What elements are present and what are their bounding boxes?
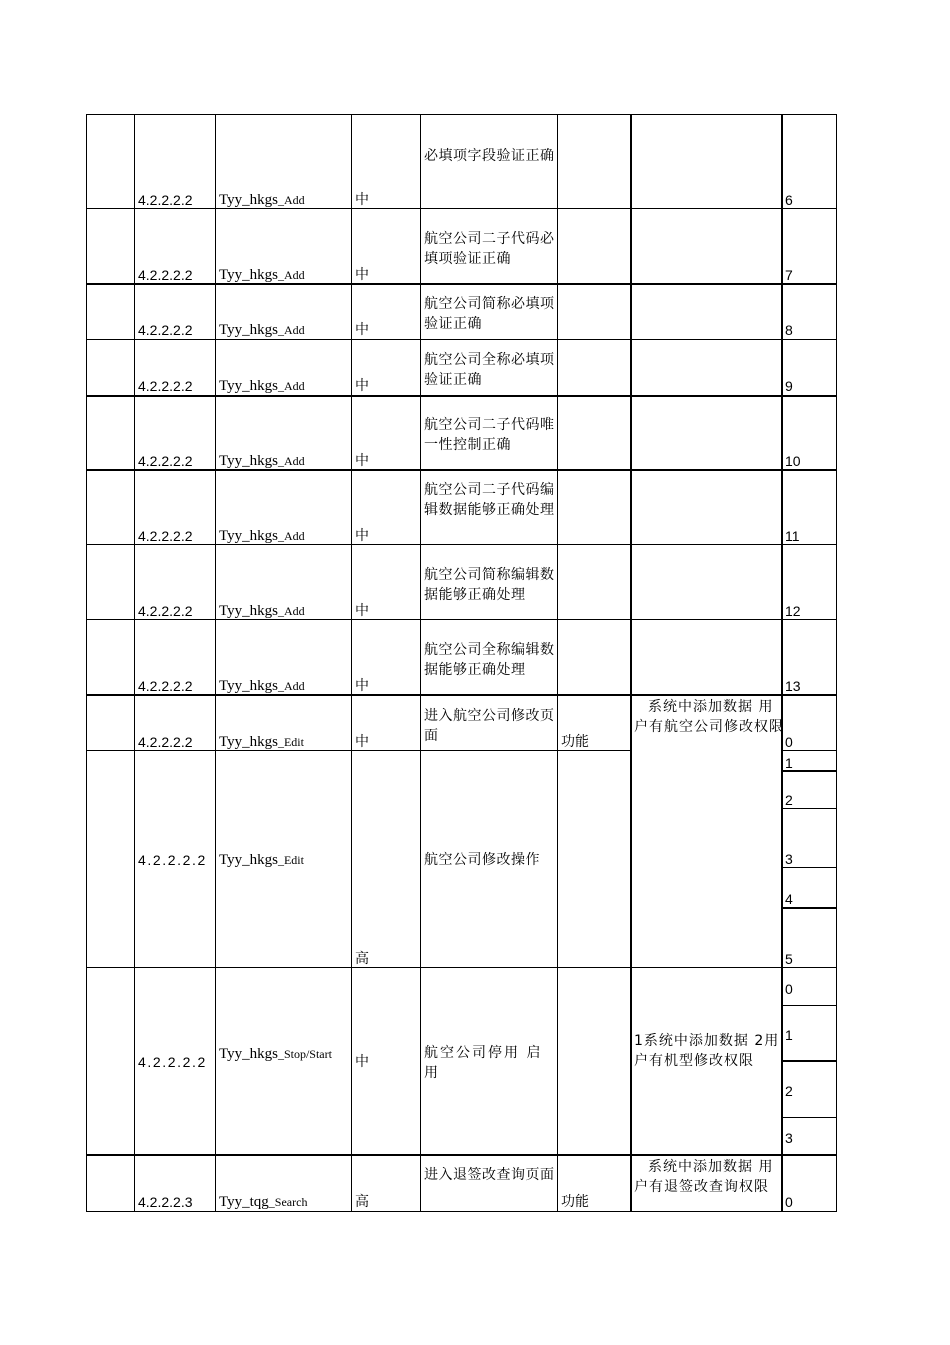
row-divider xyxy=(86,967,837,968)
priority: 中 xyxy=(355,267,369,283)
sequence-number: 10 xyxy=(785,453,801,469)
sequence-number: 5 xyxy=(785,951,793,967)
priority: 中 xyxy=(355,1054,369,1070)
sequence-number: 6 xyxy=(785,192,793,208)
case-description: 航空公司全称必填项验证正确 xyxy=(424,352,555,388)
case-code: Tyy_tqg_Search xyxy=(219,1194,308,1210)
column-divider xyxy=(420,114,421,1212)
row-divider xyxy=(86,469,837,471)
case-id: 4.2.2.2.2 xyxy=(138,267,193,283)
sub-row-divider xyxy=(782,1117,837,1118)
case-code: Tyy_hkgs_Add xyxy=(219,192,305,208)
sequence-number: 1 xyxy=(785,755,793,771)
priority: 中 xyxy=(355,678,369,694)
case-id: 4.2.2.2.2 xyxy=(138,734,193,750)
case-id: 4.2.2.2.2 xyxy=(138,678,193,694)
case-id: 4.2.2.2.2 xyxy=(138,852,207,868)
case-description: 航空公司停用 启用 xyxy=(424,1045,543,1081)
priority: 高 xyxy=(355,951,369,967)
sequence-number: 0 xyxy=(785,1194,793,1210)
priority: 高 xyxy=(355,1194,369,1210)
case-code: Tyy_hkgs_Add xyxy=(219,678,305,694)
column-divider xyxy=(134,114,135,1212)
priority: 中 xyxy=(355,453,369,469)
sequence-number: 11 xyxy=(785,528,800,544)
case-description: 进入退签改查询页面 xyxy=(424,1167,555,1183)
sequence-number: 0 xyxy=(785,981,793,997)
precondition: 系统中添加数据 用户有退签改查询权限 xyxy=(634,1159,774,1195)
case-code: Tyy_hkgs_Edit xyxy=(219,734,304,750)
column-divider xyxy=(351,114,352,1212)
sequence-number: 0 xyxy=(785,734,793,750)
sequence-number: 12 xyxy=(785,603,801,619)
priority: 中 xyxy=(355,603,369,619)
sub-row-divider xyxy=(782,1005,837,1006)
row-divider xyxy=(86,694,837,696)
case-id: 4.2.2.2.3 xyxy=(138,1194,193,1210)
precondition: 1系统中添加数据 2用户有机型修改权限 xyxy=(634,1033,780,1069)
priority: 中 xyxy=(355,192,369,208)
case-code: Tyy_hkgs_Add xyxy=(219,322,305,338)
sequence-number: 7 xyxy=(785,267,793,283)
case-id: 4.2.2.2.2 xyxy=(138,528,193,544)
case-description: 航空公司全称编辑数据能够正确处理 xyxy=(424,642,555,678)
case-code: Tyy_hkgs_Add xyxy=(219,453,305,469)
case-description: 进入航空公司修改页面 xyxy=(424,708,555,744)
row-divider xyxy=(86,544,837,545)
case-type: 功能 xyxy=(561,734,589,750)
case-id: 4.2.2.2.2 xyxy=(138,378,193,394)
sequence-number: 1 xyxy=(785,1027,793,1043)
column-divider xyxy=(630,114,632,1212)
case-description: 航空公司二子代码唯一性控制正确 xyxy=(424,417,555,453)
sequence-number: 2 xyxy=(785,792,793,808)
sequence-number: 3 xyxy=(785,851,793,867)
sequence-number: 13 xyxy=(785,678,801,694)
case-code: Tyy_hkgs_Add xyxy=(219,603,305,619)
case-description: 航空公司简称编辑数据能够正确处理 xyxy=(424,567,555,603)
case-id: 4.2.2.2.2 xyxy=(138,322,193,338)
case-id: 4.2.2.2.2 xyxy=(138,1054,207,1070)
sequence-number: 8 xyxy=(785,322,793,338)
row-divider xyxy=(86,619,837,620)
case-code: Tyy_hkgs_Add xyxy=(219,378,305,394)
sequence-number: 4 xyxy=(785,891,793,907)
column-divider xyxy=(215,114,216,1212)
case-code: Tyy_hkgs_Add xyxy=(219,528,305,544)
precondition: 系统中添加数据 用户有航空公司修改权限 xyxy=(634,699,784,735)
case-description: 航空公司修改操作 xyxy=(424,852,540,868)
case-code: Tyy_hkgs_Stop/Start xyxy=(219,1046,332,1062)
sequence-number: 3 xyxy=(785,1130,793,1146)
priority: 中 xyxy=(355,734,369,750)
case-id: 4.2.2.2.2 xyxy=(138,192,193,208)
case-code: Tyy_hkgs_Add xyxy=(219,267,305,283)
priority: 中 xyxy=(355,378,369,394)
case-description: 必填项字段验证正确 xyxy=(424,148,555,164)
priority: 中 xyxy=(355,322,369,338)
row-divider xyxy=(86,1154,837,1156)
sub-row-divider xyxy=(782,1060,837,1062)
case-id: 4.2.2.2.2 xyxy=(138,603,193,619)
sequence-number: 9 xyxy=(785,378,793,394)
case-code: Tyy_hkgs_Edit xyxy=(219,852,304,868)
sequence-number: 2 xyxy=(785,1083,793,1099)
priority: 中 xyxy=(355,528,369,544)
case-description: 航空公司二子代码编辑数据能够正确处理 xyxy=(424,482,555,518)
row-divider xyxy=(86,283,837,285)
case-id: 4.2.2.2.2 xyxy=(138,453,193,469)
case-description: 航空公司二子代码必填项验证正确 xyxy=(424,231,555,267)
row-divider xyxy=(86,208,837,209)
case-description: 航空公司简称必填项验证正确 xyxy=(424,296,555,332)
row-divider xyxy=(86,395,837,397)
case-type: 功能 xyxy=(561,1194,589,1210)
row-divider xyxy=(86,339,837,340)
